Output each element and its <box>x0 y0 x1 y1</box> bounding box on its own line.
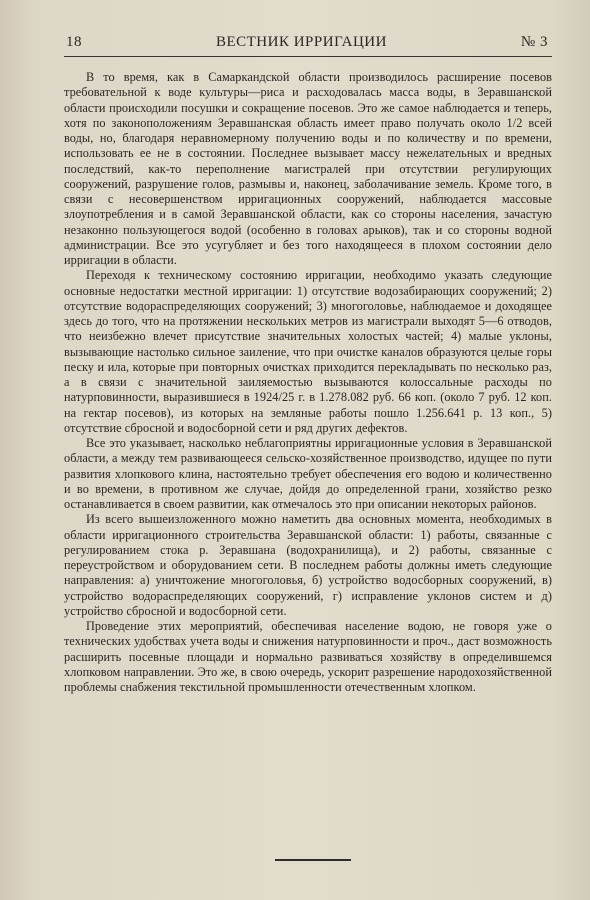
running-header <box>64 34 552 54</box>
paragraph: Из всего вышеизложенного можно наметить два основных момента, необходимых в области ирригационного строительства Зеравшанской области: 1) работы, связанные с регулированием стока р. Зеравшана (водохранилища), и 2) работы, связанные с переустройством и оборудованием сети. В последнем работы должны иметь следующие направления: а) уничтожение многоголовья, б) устройство водосборных сооружений, в) устройство водораспределяющих сооружений, г) исправление уклонов систем и д) устройство сбросной и водосборной сети. <box>64 512 552 618</box>
paragraph: Переходя к техническому состоянию ирригации, необходимо указать следующие основные недостатки местной ирригации: 1) отсутствие водозабирающих сооружений; 2) отсутствие водораспределяющих сооружений; 3) многоголовье, наблюдаемое и доходящее здесь до того, что на протяжении нескольких метров из магистрали выходят 5—6 отводов, что неизбежно влечет присутствие значительных холостых частей; 4) малые уклоны, вызывающие настолько сильное заиление, что при очистке каналов образуются целые горы песку и ила, которые при повторных очистках приходится перекладывать по несколько раз, а в связи с значительной заиляемостью вызываются колоссальные расходы по натурповинности, выразившиеся в 1924/25 г. в 1.278.082 руб. 66 коп. (около 7 руб. 12 коп. на гектар посевов), из которых на земляные работы пошло 1.256.641 р. 13 коп., 5) отсутствие сбросной и водосборной сети и ряд других дефектов. <box>64 268 552 435</box>
page-number: 18 <box>66 34 82 50</box>
paragraph: В то время, как в Самаркандской области производилось расширение посевов требовательной к воде культуры—риса и расходовалась масса воды, в Зеравшанской области происходили посушки и сокращение посевов. Это же самое наблюдается и теперь, хотя по законоположениям Зеравшанская область имеет право получать около 1/2 всей воды, но, благодаря неравномерному получению воды и по количеству и по времени, использовать ее не в состоянии. Последнее вызывает массу нежелательных и вредных последствий, как-то переполнение магистралей при отсутствии регулирующих сооружений, разрушение голов, размывы и, наконец, заболачивание земель. Кроме того, в связи с несовершенством ирригационных сооружений, наблюдается массовые злоупотребления и в самой Зеравшанской области, как со стороны населения, зачастую незаконно пользующегося водой (особенно в головах арыков), так и со стороны водной администрации. Все это усугубляет и без того находящееся в плохом состоянии дело ирригации в области. <box>64 70 552 267</box>
journal-title: ВЕСТНИК ИРРИГАЦИИ <box>215 34 387 50</box>
header-rule <box>64 56 552 57</box>
end-rule <box>275 859 351 861</box>
issue-number: № 3 <box>520 34 548 50</box>
paragraph: Проведение этих мероприятий, обеспечивая население водою, не говоря уже о технических удобствах учета воды и снижения натурповинности и проч., даст возможность расширить посевные площади и нормально развиваться хозяйству в определившемся хлопковом направлении. Это же, в свою очередь, ускорит разрешение народохозяйственной проблемы снабжения текстильной промышленности отечественным хлопком. <box>64 619 552 694</box>
paragraph: Все это указывает, насколько неблагоприятны ирригационные условия в Зеравшанской области, а между тем развивающееся сельско-хозяйственное производство, идущее по пути развития хлопкового клина, настоятельно требует обеспечения его водою и количественно и во времени, в противном же случае, дойдя до определенной грани, хозяйство резко останавливается в своем развитии, как отмечалось это при описании некоторых районов. <box>64 436 552 511</box>
article-body <box>64 70 552 695</box>
